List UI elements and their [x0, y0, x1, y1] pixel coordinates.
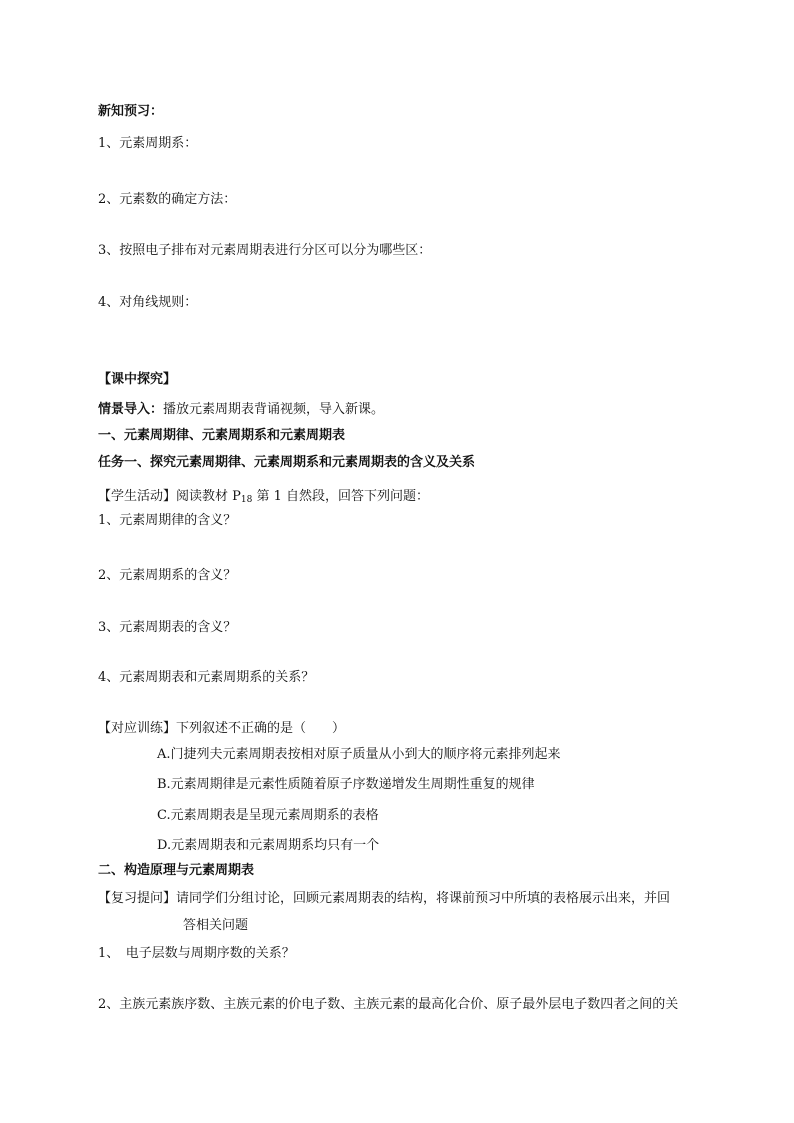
- activity-text-before: 阅读教材 P: [176, 489, 241, 504]
- preview-heading: 新知预习：: [98, 104, 164, 119]
- preview-item-2: 2、元素数的确定方法：: [98, 192, 237, 207]
- preview-item-4: 4、对角线规则：: [98, 295, 198, 310]
- section2-title: 二、构造原理与元素周期表: [98, 863, 255, 878]
- preview-item-3: 3、按照电子排布对元素周期表进行分区可以分为哪些区：: [98, 243, 432, 258]
- review-question-1: 1、 电子层数与周期序数的关系？: [98, 946, 295, 961]
- option-d: D.元素周期表和元素周期系均只有一个: [157, 838, 380, 853]
- activity-line: [98, 489, 429, 508]
- activity-text-after: 第 1 自然段，回答下列问题：: [252, 489, 430, 504]
- intro-label: 情景导入：: [98, 402, 164, 417]
- review-label: 【复习提问】: [98, 891, 177, 906]
- question-2: 2、元素周期系的含义？: [98, 568, 237, 583]
- option-a: A.门捷列夫元素周期表按相对原子质量从小到大的顺序将元素排列起来: [157, 747, 561, 762]
- inclass-heading: 【课中探究】: [98, 372, 177, 387]
- review-question-2: 2、主族元素族序数、主族元素的价电子数、主族元素的最高化合价、原子最外层电子数四者之间的关: [98, 997, 679, 1012]
- question-4: 4、元素周期表和元素周期系的关系？: [98, 670, 315, 685]
- preview-item-1: 1、元素周期系：: [98, 136, 198, 151]
- question-1: 1、元素周期律的含义？: [98, 513, 237, 528]
- question-3: 3、元素周期表的含义？: [98, 620, 237, 635]
- intro-text: 播放元素周期表背诵视频，导入新课。: [163, 402, 385, 417]
- training-question: 下列叙述不正确的是（ ）: [176, 721, 346, 736]
- intro-line: [98, 402, 384, 418]
- review-text-1: 请同学们分组讨论，回顾元素周期表的结构，将课前预习中所填的表格展示出来，并回: [176, 891, 671, 906]
- activity-label: 【学生活动】: [98, 489, 177, 504]
- review-line-1: [98, 891, 670, 907]
- option-b: B.元素周期律是元素性质随着原子序数递增发生周期性重复的规律: [157, 777, 535, 792]
- task1-title: 任务一、探究元素周期律、元素周期系和元素周期表的含义及关系: [98, 455, 476, 470]
- training-line: [98, 721, 345, 737]
- training-label: 【对应训练】: [98, 721, 177, 736]
- activity-page-subscript: 18: [240, 495, 253, 505]
- section1-title: 一、元素周期律、元素周期系和元素周期表: [98, 428, 346, 443]
- option-c: C.元素周期表是呈现元素周期系的表格: [157, 808, 379, 823]
- review-line-2: 答相关问题: [183, 918, 249, 933]
